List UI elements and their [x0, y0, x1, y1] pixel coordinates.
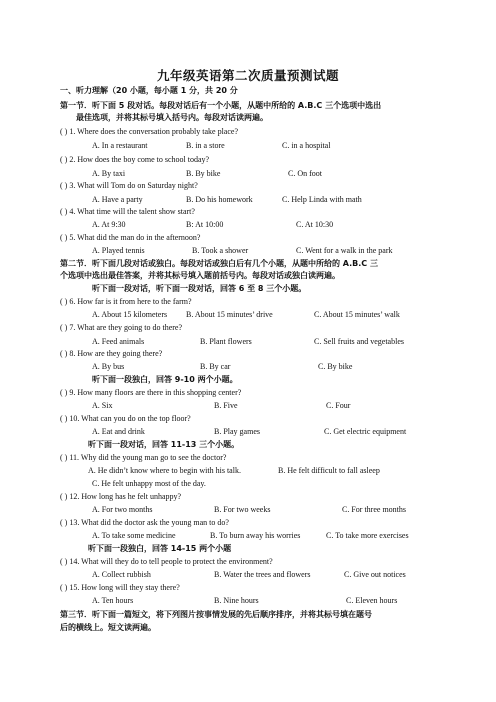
option-b: B. Play games [214, 427, 260, 436]
option-a: A. Collect rubbish [92, 570, 151, 579]
part1-instructions-line2: 最佳选项，并将其标号填入括号内。每段对话读两遍。 [76, 113, 268, 122]
question-stem: ( ) 14. What will they do to tell people to protect the environment? [60, 557, 273, 566]
section-heading-listening: 一、听力理解（20 小题，每小题 1 分，共 20 分 [60, 86, 238, 95]
option-b: B. Plant flowers [200, 337, 252, 346]
question-stem: ( ) 13. What did the doctor ask the young man to do? [60, 518, 229, 527]
option-a: A. Played tennis [92, 246, 145, 255]
option-a: A. Ten hours [92, 596, 134, 605]
option-b: B. Nine hours [214, 596, 259, 605]
question-stem: ( ) 11. Why did the young man go to see the doctor? [60, 453, 227, 462]
option-c: C. Four [326, 401, 351, 410]
option-b: B. He felt difficult to fall asleep [278, 466, 380, 475]
part3-instructions-line1: 第三节．听下面一篇短文，将下列图片按事情发展的先后顺序排序，并将其标号填在题号 [60, 610, 372, 619]
option-a: A. By bus [92, 362, 125, 371]
option-b: B. By bike [186, 169, 221, 178]
question-stem: ( ) 5. What did the man do in the afternoon? [60, 233, 201, 242]
option-b: B. Took a shower [192, 246, 249, 255]
part2-instructions-line2: 个选项中选出最佳答案，并将其标号填入题前括号内。每段对话或独白读两遍。 [60, 271, 340, 280]
question-stem: ( ) 12. How long has he felt unhappy? [60, 492, 182, 501]
option-a: A. To take some medicine [92, 531, 176, 540]
option-c: C. By bike [318, 362, 353, 371]
option-c: C. Eleven hours [346, 596, 398, 605]
option-a: A. Feed animals [92, 337, 145, 346]
question-stem: ( ) 3. What will Tom do on Saturday night? [60, 181, 198, 190]
option-a: A. He didn’t know where to begin with his talk. [88, 466, 241, 475]
option-b: B. For two weeks [214, 505, 271, 514]
option-a: A. In a restaurant [92, 141, 148, 150]
option-b: B: At 10:00 [186, 220, 224, 229]
question-stem: ( ) 15. How long will they stay there? [60, 583, 180, 592]
part2-subheading-14-15: 听下面一段独白，回答 14-15 两个小题 [88, 544, 232, 553]
question-stem: ( ) 9. How many floors are there in this shopping center? [60, 388, 242, 397]
option-a: A. At 9:30 [92, 220, 126, 229]
option-a: A. Eat and drink [92, 427, 145, 436]
question-stem: ( ) 10. What can you do on the top floor? [60, 414, 191, 423]
option-b: B. in a store [186, 141, 225, 150]
option-c: C. Help Linda with math [282, 195, 362, 204]
part2-subheading-9-10: 听下面一段独白，回答 9-10 两个小题。 [92, 375, 238, 384]
option-b: B. Five [214, 401, 238, 410]
page-title: 九年级英语第二次质量预测试题 [156, 68, 339, 83]
question-stem: ( ) 7. What are they going to do there? [60, 323, 183, 332]
option-c: C. For three months [342, 505, 406, 514]
question-stem: ( ) 1. Where does the conversation probably take place? [60, 127, 238, 136]
option-a: A. By taxi [92, 169, 126, 178]
part3-instructions-line2: 后的横线上。短文读两遍。 [60, 623, 156, 632]
option-c: C. Get electric equipment [324, 427, 407, 436]
question-stem: ( ) 2. How does the boy come to school today? [60, 155, 210, 164]
option-c: C. About 15 minutes’ walk [314, 310, 400, 319]
option-b: B. To burn away his worries [210, 531, 301, 540]
option-c: C. To take more exercises [326, 531, 409, 540]
option-c: C. Went for a walk in the park [296, 246, 393, 255]
option-c: C. Give out notices [344, 570, 406, 579]
option-c: C. in a hospital [282, 141, 331, 150]
question-stem: ( ) 6. How far is it from here to the farm? [60, 297, 192, 306]
option-a: A. About 15 kilometers [92, 310, 168, 319]
part1-instructions-line1: 第一节．听下面 5 段对话。每段对话后有一个小题，从题中所给的 A.B.C 三个选项中选出 [60, 101, 382, 110]
option-c: C. On foot [288, 169, 322, 178]
part2-subheading-6-8: 听下面一段对话，听下面一段对话，回答 6 至 8 三个小题。 [92, 284, 307, 293]
option-a: A. For two months [92, 505, 153, 514]
question-stem: ( ) 8. How are they going there? [60, 349, 163, 358]
option-c: C. He felt unhappy most of the day. [92, 479, 206, 488]
option-b: B. By car [200, 362, 231, 371]
option-a: A. Six [92, 401, 113, 410]
part2-instructions-line1: 第二节．听下面几段对话或独白。每段对话或独白后有几个小题，从题中所给的 A.B.C 三 [60, 259, 378, 268]
option-c: C. Sell fruits and vegetables [314, 337, 404, 346]
option-c: C. At 10:30 [296, 220, 334, 229]
option-a: A. Have a party [92, 195, 143, 204]
part2-subheading-11-13: 听下面一段对话，回答 11-13 三个小题。 [88, 440, 240, 449]
question-stem: ( ) 4. What time will the talent show start? [60, 207, 195, 216]
option-b: B. Do his homework [186, 195, 253, 204]
option-b: B. Water the trees and flowers [214, 570, 311, 579]
option-b: B. About 15 minutes’ drive [186, 310, 273, 319]
